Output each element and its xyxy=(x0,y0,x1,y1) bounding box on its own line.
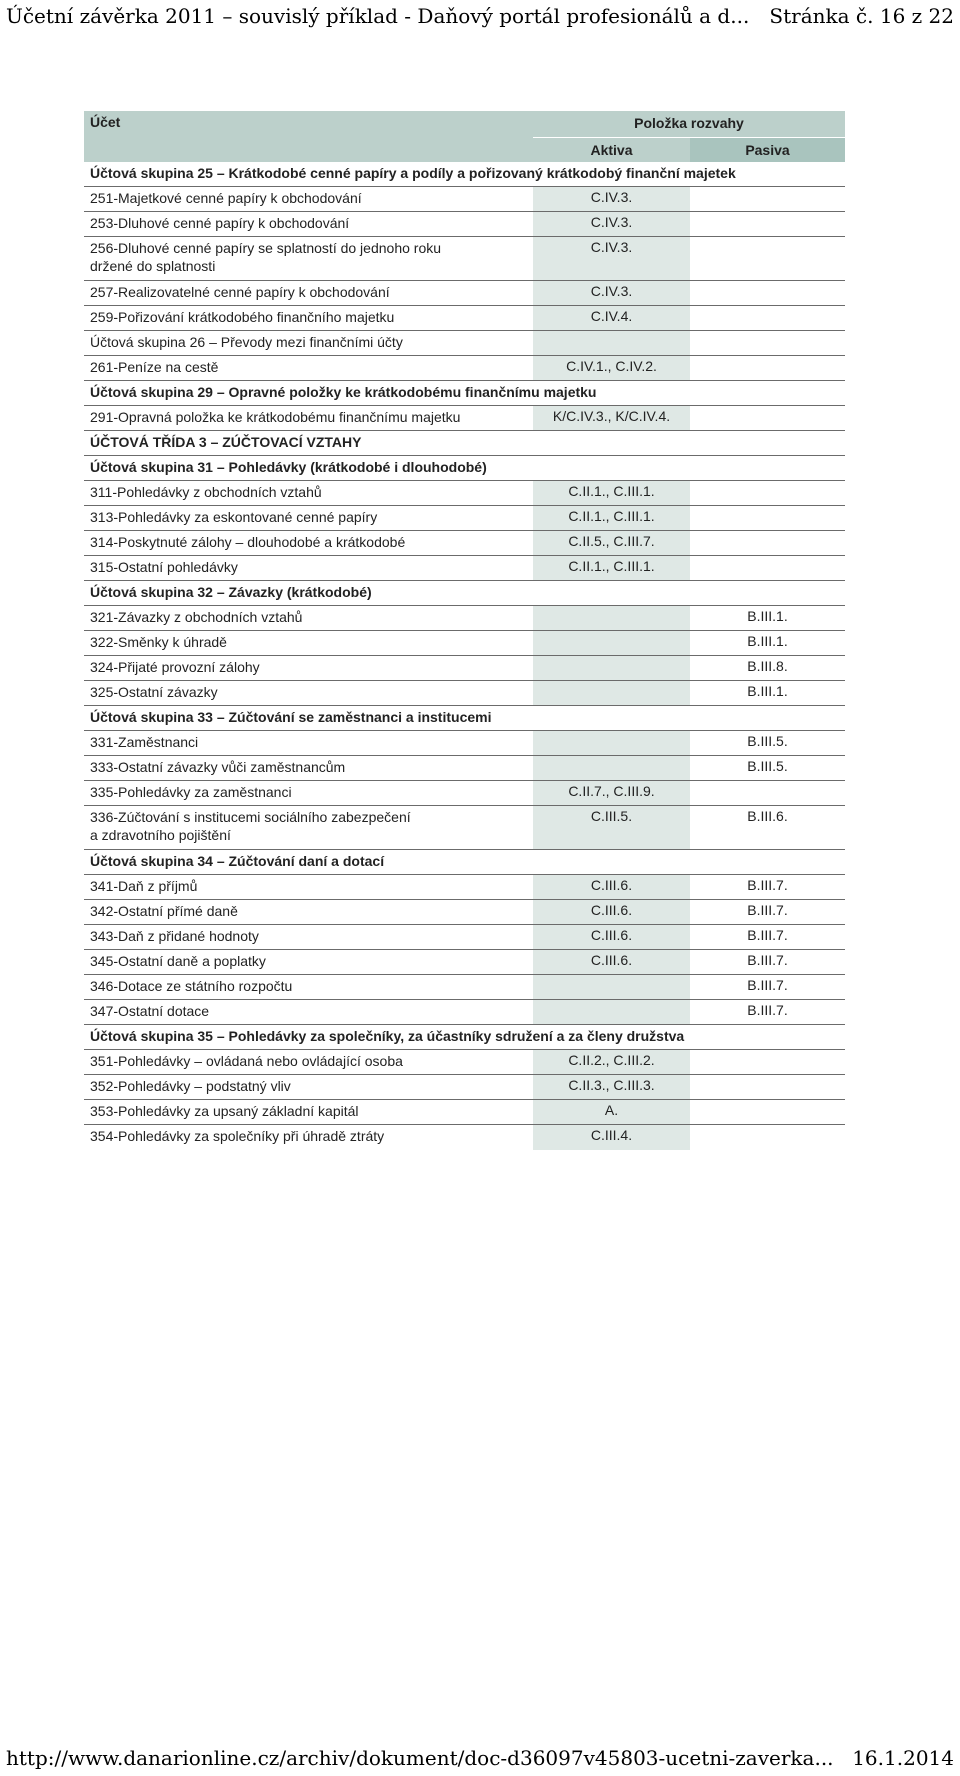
assets-cell xyxy=(533,606,690,630)
table-row xyxy=(84,556,845,581)
print-date: 16.1.2014 xyxy=(852,1746,954,1770)
liabilities-cell: B.III.1. xyxy=(747,608,788,624)
header-liabilities: Pasiva xyxy=(690,137,845,162)
liabilities-cell: B.III.7. xyxy=(747,1002,788,1018)
liabilities-cell: B.III.7. xyxy=(747,877,788,893)
table-row xyxy=(84,1100,845,1125)
page-number: Stránka č. 16 z 22 xyxy=(769,4,954,28)
account-name: 256-Dluhové cenné papíry se splatností do jednoho roku držené do splatnosti xyxy=(90,240,442,274)
assets-cell xyxy=(533,1000,690,1024)
assets-cell: C.II.1., C.III.1. xyxy=(533,556,690,580)
assets-cell: C.IV.1., C.IV.2. xyxy=(533,356,690,380)
liabilities-cell xyxy=(690,331,845,355)
account-name: 253-Dluhové cenné papíry k obchodování xyxy=(90,215,350,231)
group-title: Účtová skupina 31 – Pohledávky (krátkodobé i dlouhodobé) xyxy=(90,459,487,475)
assets-cell: C.III.5. xyxy=(533,806,690,849)
account-name: 261-Peníze na cestě xyxy=(90,359,219,375)
group-header-row xyxy=(84,850,845,875)
account-name: 336-Zúčtování s institucemi sociálního zabezpečení a zdravotního pojištění xyxy=(90,809,411,843)
liabilities-cell: B.III.7. xyxy=(747,927,788,943)
account-name: 311-Pohledávky z obchodních vztahů xyxy=(90,484,322,500)
table-row xyxy=(84,356,845,381)
assets-cell: C.II.3., C.III.3. xyxy=(533,1075,690,1099)
assets-cell: C.IV.4. xyxy=(533,306,690,330)
account-name-line2: držené do splatnosti xyxy=(90,258,216,274)
table-row xyxy=(84,975,845,1000)
table-row xyxy=(84,756,845,781)
account-name: 353-Pohledávky za upsaný základní kapitál xyxy=(90,1103,359,1119)
assets-cell: C.III.6. xyxy=(533,925,690,949)
liabilities-cell xyxy=(690,1075,845,1099)
assets-cell xyxy=(533,731,690,755)
account-name: Účtová skupina 26 – Převody mezi finančními účty xyxy=(90,334,403,350)
group-header-row xyxy=(84,431,845,456)
account-name: 335-Pohledávky za zaměstnanci xyxy=(90,784,292,800)
assets-cell: C.II.1., C.III.1. xyxy=(533,506,690,530)
account-name: 341-Daň z příjmů xyxy=(90,878,198,894)
assets-cell: C.IV.3. xyxy=(533,187,690,211)
group-title: Účtová skupina 25 – Krátkodobé cenné papíry a podíly a pořizovaný krátkodobý finanční majetek xyxy=(90,165,736,181)
assets-cell: C.II.2., C.III.2. xyxy=(533,1050,690,1074)
liabilities-cell xyxy=(690,356,845,380)
assets-cell xyxy=(533,681,690,705)
group-header-row xyxy=(84,581,845,606)
assets-cell: C.IV.3. xyxy=(533,281,690,305)
liabilities-cell xyxy=(690,406,845,430)
group-title: Účtová skupina 32 – Závazky (krátkodobé) xyxy=(90,584,372,600)
account-name: 314-Poskytnuté zálohy – dlouhodobé a krátkodobé xyxy=(90,534,406,550)
account-name: 325-Ostatní závazky xyxy=(90,684,218,700)
table-header-row xyxy=(84,111,845,137)
group-title: Účtová skupina 35 – Pohledávky za společníky, za účastníky sdružení a za členy družstva xyxy=(90,1028,685,1044)
table-row xyxy=(84,656,845,681)
account-name: 313-Pohledávky za eskontované cenné papíry xyxy=(90,509,378,525)
liabilities-cell: B.III.5. xyxy=(747,758,788,774)
table-subheader-row xyxy=(84,137,845,162)
account-name: 291-Opravná položka ke krátkodobému finančnímu majetku xyxy=(90,409,461,425)
assets-cell xyxy=(533,331,690,355)
account-name: 333-Ostatní závazky vůči zaměstnancům xyxy=(90,759,346,775)
liabilities-cell xyxy=(690,556,845,580)
account-name: 259-Pořizování krátkodobého finančního majetku xyxy=(90,309,395,325)
account-name: 324-Přijaté provozní zálohy xyxy=(90,659,260,675)
group-header-row xyxy=(84,456,845,481)
source-url: http://www.danarionline.cz/archiv/dokument/doc-d36097v45803-ucetni-zaverka... xyxy=(6,1746,834,1770)
account-name: 352-Pohledávky – podstatný vliv xyxy=(90,1078,291,1094)
header-balance-item: Položka rozvahy xyxy=(533,111,845,137)
table-row xyxy=(84,606,845,631)
table-row xyxy=(84,681,845,706)
table-row xyxy=(84,1000,845,1025)
table-row xyxy=(84,731,845,756)
group-title: Účtová skupina 33 – Zúčtování se zaměstnanci a institucemi xyxy=(90,709,492,725)
table-row xyxy=(84,506,845,531)
liabilities-cell xyxy=(690,237,845,280)
page-header xyxy=(0,0,960,34)
table-row xyxy=(84,925,845,950)
assets-cell xyxy=(533,975,690,999)
group-title: Účtová skupina 34 – Zúčtování daní a dotací xyxy=(90,853,385,869)
group-header-row xyxy=(84,162,845,187)
table-row xyxy=(84,781,845,806)
assets-cell xyxy=(533,631,690,655)
header-account-spacer xyxy=(84,137,533,162)
group-header-row xyxy=(84,706,845,731)
account-name: 343-Daň z přidané hodnoty xyxy=(90,928,259,944)
account-name-line2: a zdravotního pojištění xyxy=(90,827,231,843)
table-row xyxy=(84,531,845,556)
liabilities-cell xyxy=(690,531,845,555)
table-row xyxy=(84,806,845,850)
table-row xyxy=(84,481,845,506)
account-name: 321-Závazky z obchodních vztahů xyxy=(90,609,303,625)
table-row xyxy=(84,212,845,237)
account-name: 345-Ostatní daně a poplatky xyxy=(90,953,266,969)
account-name: 351-Pohledávky – ovládaná nebo ovládající osoba xyxy=(90,1053,403,1069)
liabilities-cell: B.III.7. xyxy=(747,952,788,968)
table-row xyxy=(84,1050,845,1075)
assets-cell: C.II.7., C.III.9. xyxy=(533,781,690,805)
account-name: 257-Realizovatelné cenné papíry k obchodování xyxy=(90,284,390,300)
assets-cell: C.II.5., C.III.7. xyxy=(533,531,690,555)
assets-cell: C.III.6. xyxy=(533,875,690,899)
liabilities-cell xyxy=(690,187,845,211)
assets-cell: C.III.6. xyxy=(533,900,690,924)
account-name: 331-Zaměstnanci xyxy=(90,734,199,750)
assets-cell: C.III.4. xyxy=(533,1125,690,1150)
account-name: 251-Majetkové cenné papíry k obchodování xyxy=(90,190,362,206)
group-title: Účtová skupina 29 – Opravné položky ke krátkodobému finančnímu majetku xyxy=(90,384,597,400)
liabilities-cell xyxy=(690,1100,845,1124)
liabilities-cell: B.III.6. xyxy=(747,808,788,824)
assets-cell: A. xyxy=(533,1100,690,1124)
liabilities-cell xyxy=(690,506,845,530)
table-row xyxy=(84,950,845,975)
account-name: 354-Pohledávky za společníky při úhradě ztráty xyxy=(90,1128,385,1144)
liabilities-cell xyxy=(690,212,845,236)
assets-cell: C.IV.3. xyxy=(533,212,690,236)
table-row xyxy=(84,306,845,331)
account-name: 342-Ostatní přímé daně xyxy=(90,903,238,919)
assets-cell: C.IV.3. xyxy=(533,237,690,280)
account-name: 315-Ostatní pohledávky xyxy=(90,559,238,575)
liabilities-cell xyxy=(690,1050,845,1074)
table-row xyxy=(84,875,845,900)
table-row xyxy=(84,1075,845,1100)
document-title: Účetní závěrka 2011 – souvislý příklad - Daňový portál profesionálů a d... xyxy=(6,4,750,28)
table-row xyxy=(84,406,845,431)
page-footer xyxy=(0,1742,960,1776)
assets-cell xyxy=(533,756,690,780)
liabilities-cell xyxy=(690,281,845,305)
table-row xyxy=(84,331,845,356)
assets-cell xyxy=(533,656,690,680)
assets-cell: K/C.IV.3., K/C.IV.4. xyxy=(533,406,690,430)
liabilities-cell: B.III.1. xyxy=(747,633,788,649)
header-assets: Aktiva xyxy=(533,137,690,162)
liabilities-cell: B.III.5. xyxy=(747,733,788,749)
liabilities-cell xyxy=(690,481,845,505)
table-row xyxy=(84,187,845,212)
table-row xyxy=(84,237,845,281)
group-title: ÚČTOVÁ TŘÍDA 3 – ZÚČTOVACÍ VZTAHY xyxy=(90,434,362,450)
liabilities-cell: B.III.8. xyxy=(747,658,788,674)
assets-cell: C.III.6. xyxy=(533,950,690,974)
group-header-row xyxy=(84,1025,845,1050)
table-row xyxy=(84,1125,845,1150)
liabilities-cell xyxy=(690,306,845,330)
account-name: 347-Ostatní dotace xyxy=(90,1003,210,1019)
table-row xyxy=(84,281,845,306)
table-body xyxy=(84,162,845,1150)
balance-sheet-table xyxy=(84,111,845,1150)
liabilities-cell xyxy=(690,1125,845,1150)
liabilities-cell xyxy=(690,781,845,805)
account-name: 346-Dotace ze státního rozpočtu xyxy=(90,978,293,994)
table-row xyxy=(84,900,845,925)
group-header-row xyxy=(84,381,845,406)
table-row xyxy=(84,631,845,656)
liabilities-cell: B.III.7. xyxy=(747,902,788,918)
assets-cell: C.II.1., C.III.1. xyxy=(533,481,690,505)
account-name: 322-Směnky k úhradě xyxy=(90,634,227,650)
liabilities-cell: B.III.1. xyxy=(747,683,788,699)
header-account: Účet xyxy=(84,111,533,137)
liabilities-cell: B.III.7. xyxy=(747,977,788,993)
